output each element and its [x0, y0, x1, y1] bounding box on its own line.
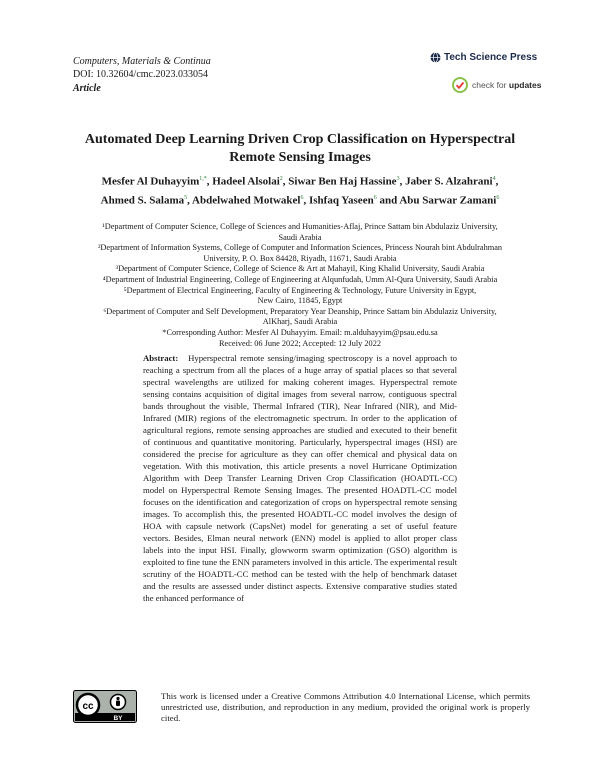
author-sup: 6 [373, 194, 377, 201]
affiliation-line: AlKharj, Saudi Arabia [262, 317, 338, 327]
title-line: Remote Sensing Images [229, 150, 371, 165]
author-sup: 2 [279, 176, 283, 182]
affiliation-line: ³Department of Computer Science, College of Science & Art at Mahayil, King Khalid University, Saudi Arabia [115, 264, 485, 274]
affiliations [60, 222, 540, 349]
cc-by-license-icon[interactable] [73, 690, 137, 723]
author-name: Ahmed S. Salama [100, 194, 185, 207]
author-sup: 5 [184, 194, 188, 201]
globe-icon [430, 52, 441, 63]
author-name: Mesfer Al Duhayyim [101, 175, 200, 188]
doi[interactable]: DOI: 10.32604/cmc.2023.033054 [73, 69, 208, 80]
corresponding-author: *Corresponding Author: Mesfer Al Duhayyim. Email: m.alduhayyim@psau.edu.sa [162, 327, 438, 337]
author-name: Abu Sarwar Zamani [399, 194, 497, 207]
abstract [143, 352, 457, 604]
author-list: Mesfer Al Duhayyim$^{1,*}$, Hadeel Alsolai$^2$, Siwar Ben Haj Hassine$^3$, Jaber S. Alzahrani$^4$, Ahmed S. Salama$^5$, Abdelwahed Motwakel$^6$, Ishfaq Yaseen$^6$ and Abu Sarwar Zamani$^6$ [100, 175, 500, 207]
author-sup: 6 [300, 194, 304, 201]
author-name: Abdelwahed Motwakel [192, 194, 301, 207]
affiliation-line: ⁵Department of Electrical Engineering, Faculty of Engineering & Technology, Future University in Egypt, [123, 285, 477, 295]
affiliation-line: ¹Department of Computer Science, College of Sciences and Humanities-Aflaj, Prince Sattam bin Abdulaziz University, [102, 222, 498, 231]
author-sup: 3 [396, 176, 400, 182]
author-name: Hadeel Alsolai [212, 175, 280, 188]
license-text: This work is licensed under a Creative Commons Attribution 4.0 International License, which permits unrestricted use, distribution, and reproduction in any medium, provided the original work is properly cited. [161, 691, 530, 723]
publisher-name: Tech Science Press [444, 52, 538, 63]
author-sup: 6 [496, 194, 500, 201]
author-sup: 1,* [199, 176, 207, 182]
paper-title [60, 131, 540, 167]
author-name: Jaber S. Alzahrani [405, 175, 493, 188]
affiliation-line: ⁴Department of Industrial Engineering, College of Engineering at Alqunfudah, Umm Al-Qura University, Saudi Arabia [102, 274, 498, 284]
title-line: Automated Deep Learning Driven Crop Classification on Hyperspectral [84, 132, 516, 147]
publisher-logo[interactable] [430, 52, 537, 63]
affiliation-line: Saudi Arabia [278, 232, 322, 242]
author-name: Siwar Ben Haj Hassine [288, 175, 397, 188]
author-sup: 4 [492, 176, 496, 182]
abstract-text: Hyperspectral remote sensing/imaging spectroscopy is a novel approach to reaching a spectrum from all the places of a huge array of spatial places so that several spectral wavelengths are utilized for making coherent images. Hyperspectral remote sensing contains acquisition of digital images from several narrow, contiguous spectral bands throughout the visible, Thermal Infrared (TIR), Near Infrared (NIR), and Mid-Infrared (MIR) regions of the electromagnetic spectrum. In order to the application of agricultural regions, remote sensing approaches are studied and executed to their benefit of continuous and quantitative monitoring. Particularly, hyperspectral images (HSI) are considered the precise for agriculture as they can offer chemical and physical data on vegetation. With this motivation, this article presents a novel Hurricane Optimization Algorithm with Deep Transfer Learning Driven Crop Classification (HOADTL-CC) model on Hyperspectral Remote Sensing Images. The presented HOADTL-CC model focuses on the identification and categorization of crops on hyperspectral remote sensing images. To accomplish this, the presented HOADTL-CC model involves the design of HOA with capsule network (CapsNet) model for generating a set of useful feature vectors. Besides, Elman neural network (ENN) model is applied to allot proper class labels into the input HSI. Finally, glowworm swarm optimization (GSO) algorithm is exploited to fine tune the ENN parameters involved in this article. The experimental result scrutiny of the HOADTL-CC method can be tested with the help of benchmark dataset and the results are assessed under distinct aspects. Extensive comparative studies stated the enhanced performance of [143, 353, 457, 603]
check-for-text: check for [472, 80, 507, 90]
check-for-updates-button[interactable] [452, 77, 541, 93]
affiliation-line: University, P. O. Box 84428, Riyadh, 11671, Saudi Arabia [203, 253, 397, 263]
article-type: Article [73, 83, 101, 94]
cc-by-label: BY [113, 715, 123, 722]
affiliation-line: ⁶Department of Computer and Self Development, Preparatory Year Deanship, Prince Sattam bin Abdulaziz University, [103, 306, 497, 316]
updates-text: updates [508, 80, 542, 90]
journal-name: Computers, Materials & Continua [73, 56, 211, 67]
received-accepted-dates: Received: 06 June 2022; Accepted: 12 July 2022 [219, 338, 381, 348]
affiliation-line: ²Department of Information Systems, College of Computer and Information Sciences, Princess Nourah bint Abdulrahman [97, 243, 503, 253]
abstract-label: Abstract: [143, 353, 179, 363]
author-name: Ishfaq Yaseen [309, 194, 374, 207]
check-updates-icon [452, 77, 468, 93]
affiliation-line: New Cairo, 11845, Egypt [257, 296, 343, 306]
svg-text:cc: cc [82, 701, 94, 712]
